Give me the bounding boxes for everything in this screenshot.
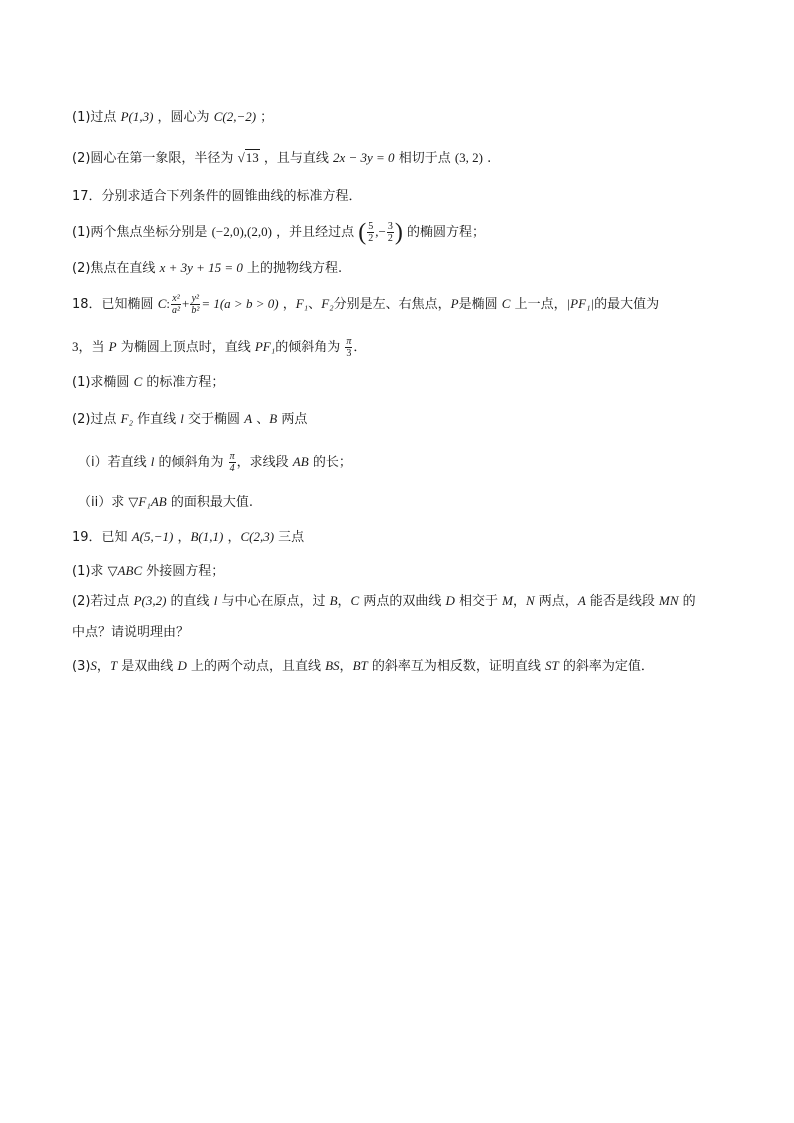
fraction: $\frac{\pi}{3}$ [346, 336, 352, 359]
problem-16-part-2: (2)圆心在第一象限，半径为 √13 ，且与直线 2x − 3y = 0 相切于点 (3, 2) . [72, 150, 492, 166]
problem-16-part-1: (1)过点 P(1,3) ，圆心为 C(2,−2) ； [72, 109, 274, 125]
sqrt-symbol: √13 [237, 150, 259, 165]
problem-19-part-2: (2)若过点 P(3,2) 的直线 l 与中心在原点，过 B，C 两点的双曲线 D 相交于 M，N 两点，A 能否是线段 MN 的 [72, 593, 696, 609]
fraction: $\frac{\pi}{4}$ [229, 451, 235, 474]
fraction: $\frac{3}{2}$ [387, 221, 393, 244]
problem-19-part-3: (3)S，T 是双曲线 D 上的两个动点，且直线 BS，BT 的斜率互为相反数，证明直线 ST 的斜率为定值． [72, 658, 654, 674]
problem-18-part-2: (2)过点 F₂ 作直线 l 交于椭圆 A 、B 两点 [72, 411, 308, 427]
problem-19-part-2-continued: 中点？请说明理由？ [72, 625, 190, 640]
fraction: $\frac{5}{2}$ [368, 221, 374, 244]
problem-18-heading: 18．已知椭圆 C: $\frac{\text{x²}}{\text{a²}}$ + $\frac{\text{y²}}{\text{b²}}$ = 1(a > b > 0) ，F₁、F₂分别是左、右焦点，P是椭圆 C 上一点，|PF₁|的最大值为 [72, 293, 660, 316]
problem-17-part-2: (2)焦点在直线 x + 3y + 15 = 0 上的抛物线方程. [72, 260, 343, 276]
problem-19-part-1: (1)求 ▽ABC 外接圆方程； [72, 563, 225, 579]
problem-18-part-1: (1)求椭圆 C 的标准方程； [72, 374, 225, 390]
problem-19-heading: 19．已知 A(5,−1) ，B(1,1) ，C(2,3) 三点 [72, 529, 305, 545]
problem-17-part-1: (1)两个焦点坐标分别是 (−2,0),(2,0) ，并且经过点 ( $\frac{5}{2}$ ,− $\frac{3}{2}$ ) 的椭圆方程； [72, 219, 485, 246]
problem-18-continued: 3，当 P 为椭圆上顶点时，直线 PF₁的倾斜角为 $\frac{\pi}{3}$ ． [72, 336, 367, 359]
problem-18-part-2-ii: （ii）求 ▽F₁AB 的面积最大值. [78, 494, 253, 510]
problem-18-part-2-i: （i）若直线 l 的倾斜角为 $\frac{\pi}{4}$ ，求线段 AB 的长； [78, 451, 352, 474]
fraction: $\frac{\text{y²}}{\text{b²}}$ [191, 293, 200, 316]
problem-17-heading: 17．分别求适合下列条件的圆锥曲线的标准方程． [72, 189, 362, 204]
fraction: $\frac{\text{x²}}{\text{a²}}$ [171, 293, 180, 316]
